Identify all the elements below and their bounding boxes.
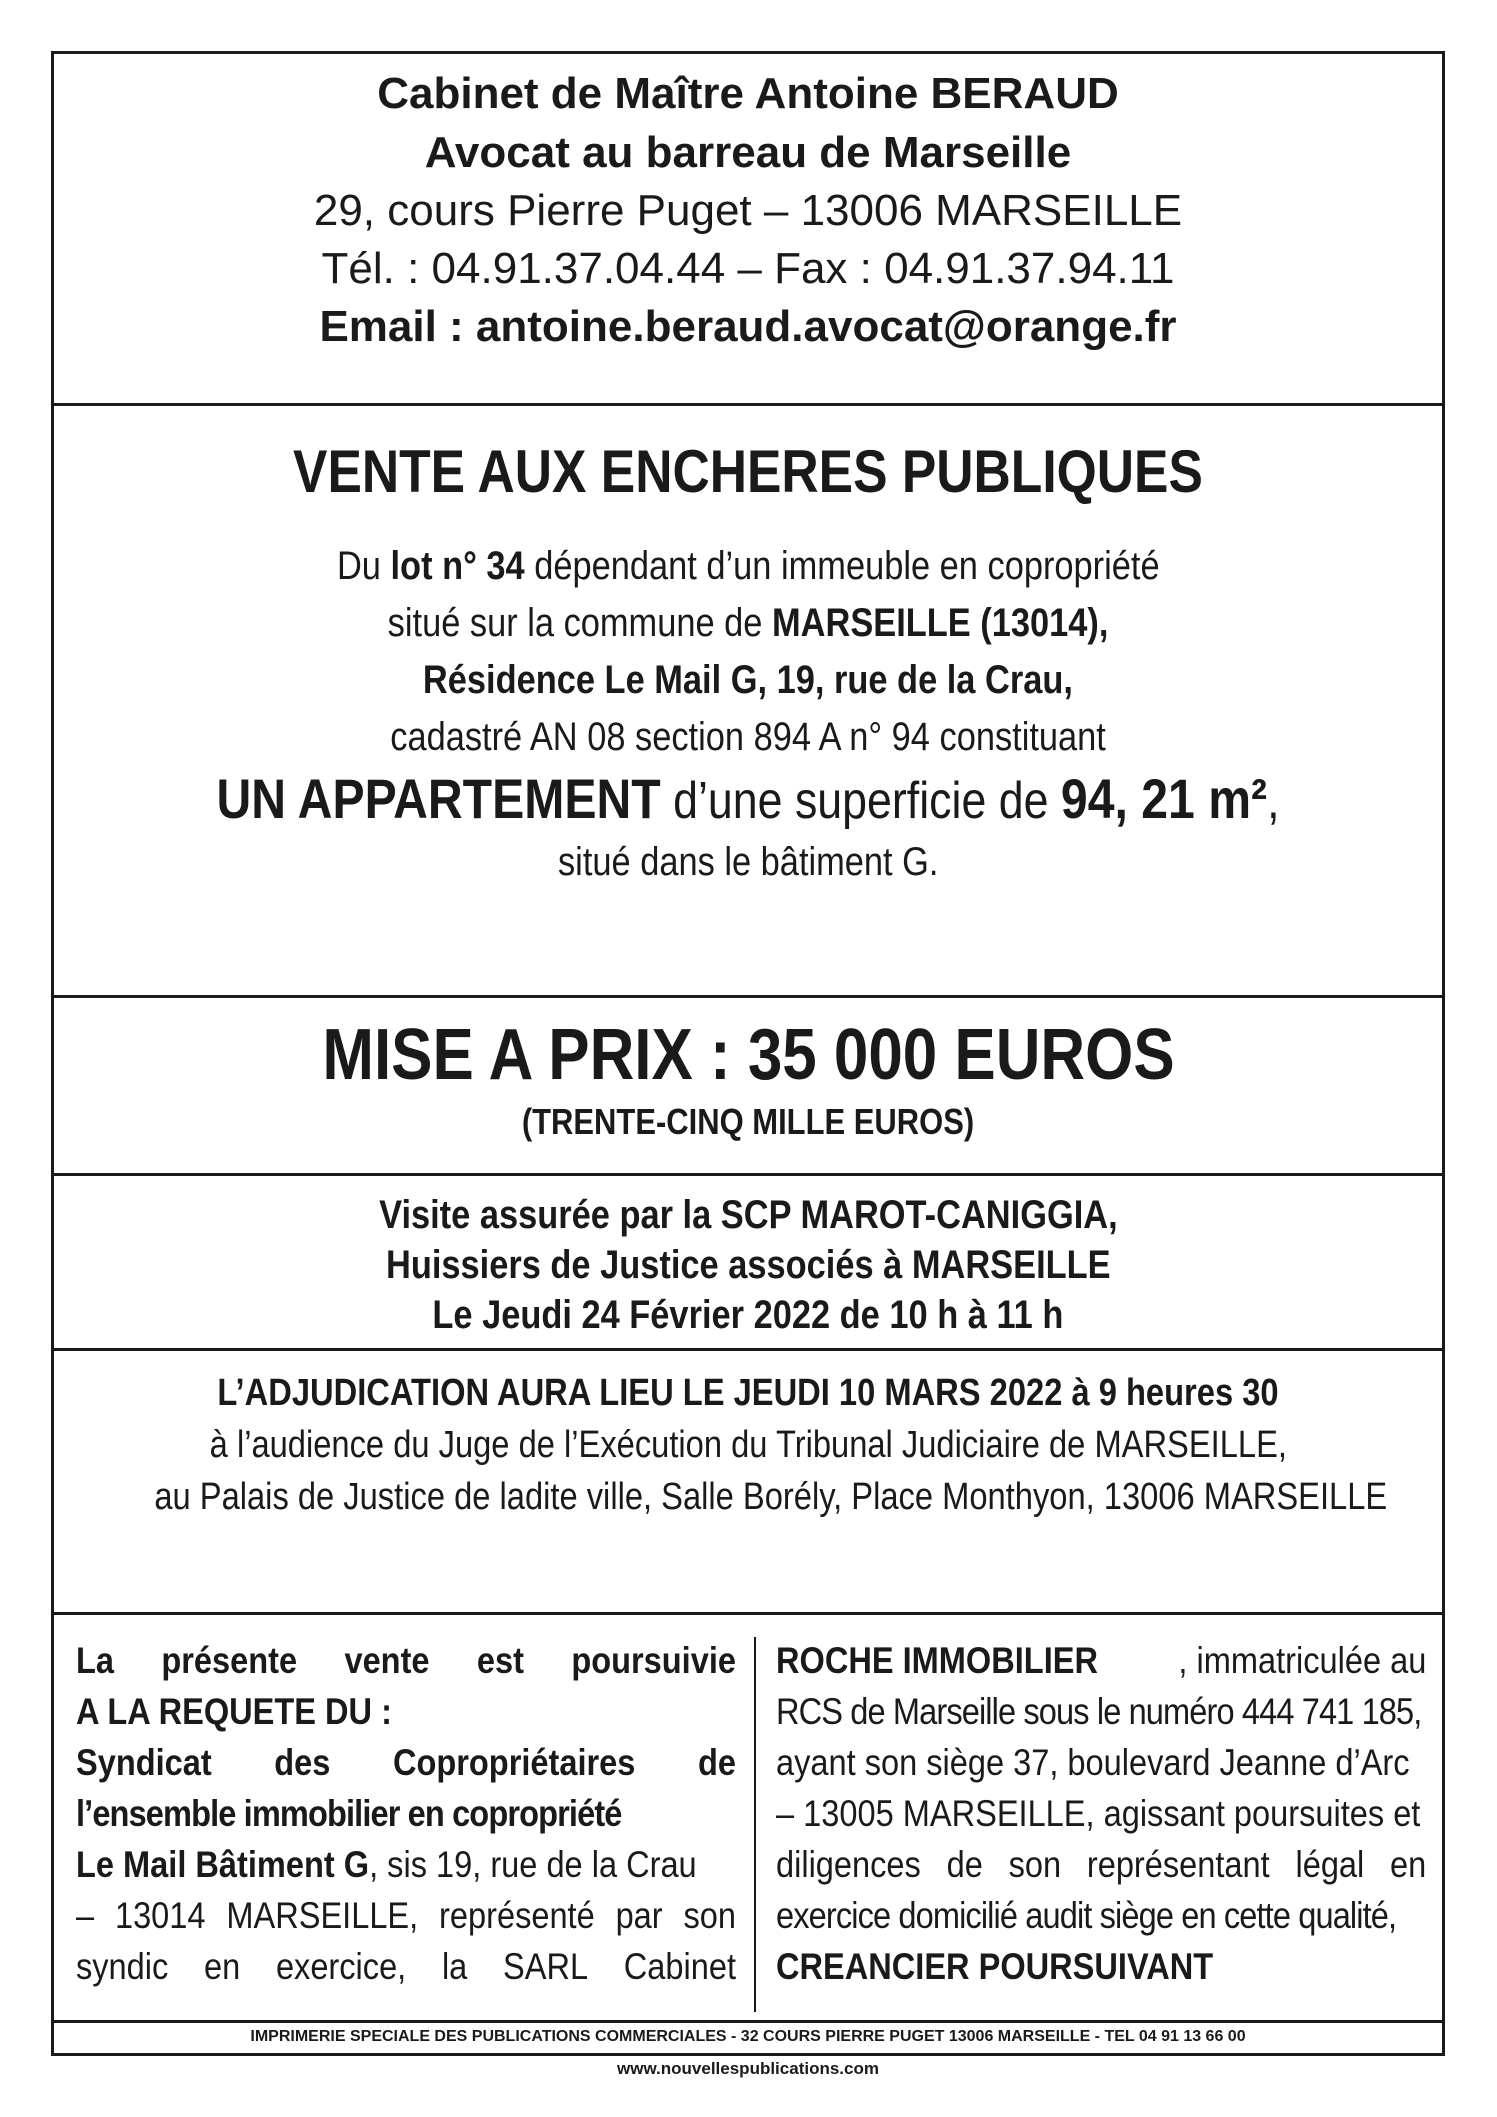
lot-number: lot n° 34 (390, 544, 525, 588)
right-row-2: RCS de Marseille sous le numéro 444 741 185, (776, 1691, 1422, 1732)
lawyer-header (54, 54, 1442, 406)
left-row-1: La présente vente est poursuivie (76, 1640, 736, 1681)
column-divider (754, 1637, 756, 2012)
parties-section (54, 1615, 1442, 2023)
visit-line-1: Visite assurée par la SCP MAROT-CANIGGIA, (378, 1193, 1118, 1237)
parties-left-column (76, 1615, 736, 2020)
publisher-website: www.nouvellespublications.com (617, 2059, 879, 2078)
left-row-4: l’ensemble immobilier en copropriété (76, 1793, 622, 1834)
residence-line: Résidence Le Mail G, 19, rue de la Crau, (422, 658, 1074, 702)
price-section (54, 998, 1442, 1176)
printer-info: IMPRIMERIE SPECIALE DES PUBLICATIONS COMMERCIALES - 32 COURS PIERRE PUGET 13006 MARSEILLE - TEL 04 91 13 66 00 (250, 2028, 1246, 2045)
commune-line: situé sur la commune de MARSEILLE (13014), (387, 601, 1109, 645)
right-row-1: ROCHE IMMOBILIER , immatriculée au (776, 1640, 1427, 1681)
lawyer-phone-fax: Tél. : 04.91.37.04.44 – Fax : 04.91.37.94.11 (321, 244, 1175, 293)
lawyer-email: Email : antoine.beraud.avocat@orange.fr (319, 302, 1177, 351)
adjudication-court: à l’audience du Juge de l’Exécution du Tribunal Judiciaire de MARSEILLE, (209, 1424, 1287, 1466)
building-line: situé dans le bâtiment G. (557, 840, 939, 884)
lot-line: Du lot n° 34 dépendant d’un immeuble en copropriété (336, 544, 1160, 588)
sale-section (54, 406, 1442, 998)
commune-name: MARSEILLE (13014), (771, 601, 1109, 645)
apartment-line: UN APPARTEMENT d’une superficie de 94, 21 m², (216, 767, 1280, 830)
left-row-7: syndic en exercice, la SARL Cabinet (76, 1946, 736, 1987)
left-row-2: A LA REQUETE DU : (76, 1691, 392, 1732)
right-row-4: – 13005 MARSEILLE, agissant poursuites et (776, 1793, 1421, 1834)
right-row-3: ayant son siège 37, boulevard Jeanne d’Arc (776, 1742, 1410, 1783)
sale-title: VENTE AUX ENCHERES PUBLIQUES (293, 438, 1203, 505)
right-row-6: exercice domicilié audit siège en cette qualité, (776, 1895, 1397, 1936)
notice-frame (51, 51, 1445, 2078)
left-row-5: Le Mail Bâtiment G , sis 19, rue de la Crau (76, 1844, 697, 1885)
visit-line-2: Huissiers de Justice associés à MARSEILLE (385, 1243, 1111, 1287)
lawyer-address: 29, cours Pierre Puget – 13006 MARSEILLE (313, 186, 1183, 235)
cadastre-line: cadastré AN 08 section 894 A n° 94 constituant (390, 715, 1106, 759)
adjudication-place: au Palais de Justice de ladite ville, Salle Borély, Place Monthyon, 13006 MARSEILLE (154, 1476, 1388, 1518)
parties-right-column (776, 1615, 1426, 2020)
printer-footer (54, 2023, 1442, 2056)
starting-price: MISE A PRIX : 35 000 EUROS (321, 1015, 1175, 1095)
left-row-3: Syndicat des Copropriétaires de (76, 1742, 736, 1783)
right-row-5: diligences de son représentant légal en (776, 1844, 1427, 1885)
lawyer-name: Cabinet de Maître Antoine BERAUD (377, 69, 1119, 118)
lawyer-bar: Avocat au barreau de Marseille (424, 128, 1072, 177)
apartment-area: 94, 21 m² (1060, 767, 1268, 830)
adjudication-section (54, 1351, 1442, 1615)
visit-section (54, 1176, 1442, 1351)
right-row-7: CREANCIER POURSUIVANT (776, 1946, 1214, 1987)
apartment-label: UN APPARTEMENT (216, 767, 661, 830)
starting-price-words: (TRENTE-CINQ MILLE EUROS) (521, 1101, 975, 1142)
visit-date: Le Jeudi 24 Février 2022 de 10 h à 11 h (432, 1293, 1064, 1337)
left-row-6: – 13014 MARSEILLE, représenté par son (76, 1895, 736, 1936)
adjudication-date: L’ADJUDICATION AURA LIEU LE JEUDI 10 MARS 2022 à 9 heures 30 (217, 1372, 1279, 1414)
